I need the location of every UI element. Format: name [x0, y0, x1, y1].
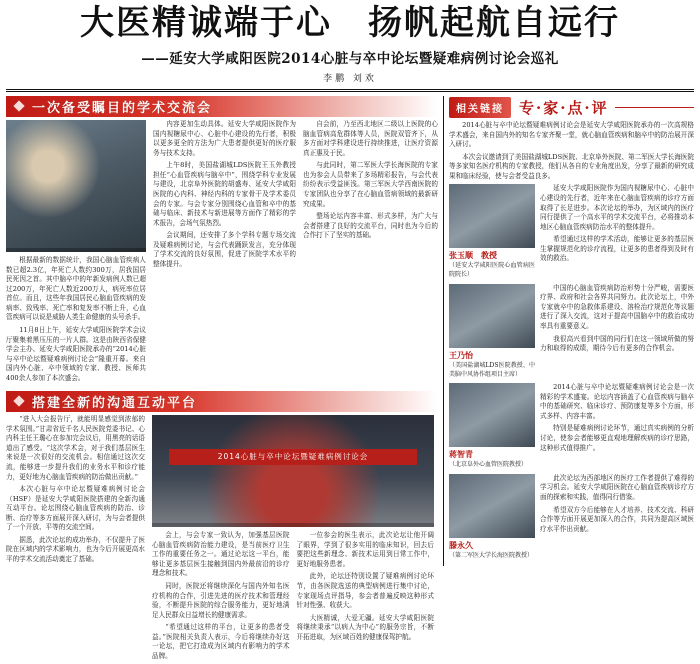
- expert-text-1: 延安大学咸阳医院作为国内视糖尿中心、心脏中心建设的先行者，近年来在心脑血管疾病的诊疗方面取得了长足进步。本次论坛的举办，为区域内的医疗同行提供了一个高水平的学术交流平台，必将推动本地区心脑血管疾病防治水平的整体提升。 希望通过这样的学术活动，能够让更多的基层医生掌握规范化的诊疗流程，让更多的患者得到及时有效的救治。: [539, 184, 694, 263]
- left-col-4-text: “进入大会报告厅，就能明显感觉到浓郁的学术氛围。”甘肃省近千名人民医院党委书记、心内科主任王璐心在参加完会议后，用黑亮的话语道出了感受。“这次学术会，对于我们基层医生来说是一次很好的交流机会。相信通过这次交流，能够进一步提升我们的业务水平和诊疗能力，更好地为心脑血管疾病的防治做出贡献。” 本次心脏与卒中论坛暨疑难病例讨论会（HSF）是延安大学咸阳医院搭建的全新沟通互动平台。论坛围绕心脑血管疾病的防治、诊断、治疗等多方面展开深入研讨，为与会者提供了一个开放、平等的交流空间。 据悉，此次论坛的成功举办，不仅提升了医院在区域内的学术影响力，也为今后开展更高水平的学术交流活动奠定了基础。: [6, 415, 145, 563]
- expert-block-2: [449, 284, 694, 379]
- masthead: [6, 4, 694, 84]
- photo-caption-2: [152, 523, 434, 527]
- left-col-3-text: 自会前，乃至西北地区二级以上医院的心脑血管病高危群体等人员，医院双管齐下，从多方面对学科建设进行持续推进，让医疗资源真正惠及于民。 与此同时，第二军医大学长海医院的专家也为参会人员带来了多场精彩报告，与会代表纷纷表示受益匪浅。第三军医大学西南医院的专家团队也分享了在心脑血管病领域的最新研究成果。 整场论坛内容丰富、形式多样，为广大与会者搭建了良好的交流平台，同时也为今后的合作打下了坚实的基础。: [303, 120, 438, 240]
- expert-name-2: 王乃怡: [448, 349, 473, 360]
- section-2-title: 搭建全新的沟通互动平台: [32, 396, 198, 412]
- header-rule: [615, 107, 694, 108]
- right-column: [449, 96, 694, 566]
- event-banner-text: 2014心脏与卒中论坛暨疑难病例讨论会: [169, 449, 417, 465]
- divider-rule: [6, 89, 694, 90]
- left-col-1-text: 根据最新的数据统计，我国心脑血管疾病人数已超2.3亿，年死亡人数约300万，居我国居民死因之首。其中脑卒中的年新发病例人数已超过200万，年死亡人数近200万人，病死率位居首位。而且，这些年我国居民心脑血管疾病的发病率、致残率、死亡率和复发率不断上升，心血管疾病可以说是威胁人类生命健康的头号杀手。 11月8日上午，延安大学咸阳医院学术会议厅聚集着黑压压的一片人群。这是由陕西省保健学会主办、延安大学咸阳医院承办的“2014心脏与卒中论坛暨疑难病例讨论会”隆重开幕。来自国内外心脏、卒中领域的专家、教授、医师共400余人参加了本次盛会。: [6, 256, 146, 382]
- expert-text-2: 中国的心脑血管疾病防治形势十分严峻，需要医疗界、政府和社会各界共同努力。此次论坛上，中外专家就卒中的急救体系建设、溶栓治疗规范化等议题进行了深入交流，这对于提高中国脑卒中的救治成功率具有重要意义。 我很高兴看到中国的同行们在这一领域所做的努力和取得的成绩，期待今后有更多的合作机会。: [539, 283, 694, 353]
- expert-org-2: （美国盐湖城LDS医院教授、中美脑中风协作组项目主席）: [448, 361, 535, 378]
- speaker-photo: [6, 120, 146, 252]
- expert-org-3: （北京阜外心血管医院教授）: [448, 461, 527, 469]
- left-col-5-text: 会上，与会专家一致认为，加强基层医院心脑血管疾病防治能力建设，是当前医疗卫生工作的重要任务之一。通过论坛这一平台，能够让更多基层医生接触到国内外最前沿的诊疗理念和技术。 同时，医院还将继续深化与国内外知名医疗机构的合作，引进先进的医疗技术和管理经验，不断提升医院的综合服务能力，更好地满足人民群众日益增长的健康需求。 “希望通过这样的平台，让更多的患者受益。”医院相关负责人表示，今后将继续办好这一论坛，把它打造成为区域内有影响力的学术品牌。: [152, 531, 290, 660]
- expert-name-1: 张玉顺 教授: [448, 250, 497, 261]
- photo-block-1: [6, 120, 146, 386]
- expert-name-3: 蒋智青: [448, 449, 473, 460]
- expert-org-1: （延安大学咸阳医院心血管病医院院长）: [448, 262, 535, 279]
- left-col-6-text: 一位参会的医生表示，此次论坛让他开阔了眼界，学到了很多实用的临床知识，回去后要把这些新理念、新技术运用到日常工作中，更好地服务患者。 此外，论坛还特别设置了疑难病例讨论环节，由各医院选送的典型病例进行集中讨论，专家现场点评指导，参会者普遍反映这种形式针对性强、收获大。 大医精诚，大爱无疆。延安大学咸阳医院将继续秉承“以病人为中心”的服务宗旨，不断开拓进取，为区域百姓的健康保驾护航。: [296, 531, 434, 641]
- expert-photo-4: [449, 474, 535, 538]
- expert-photo-2: [449, 284, 535, 348]
- section-1-title: 一次备受瞩目的学术交流会: [32, 101, 213, 117]
- expert-text-3: 2014心脏与卒中论坛暨疑难病例讨论会是一次精彩的学术盛宴。论坛内容涵盖了心血管疾病与脑卒中的基础研究、临床诊疗、预防康复等多个方面，形式多样、内容丰富。 特别是疑难病例讨论环节，通过真实病例的分析讨论，使参会者能够更直观地理解疾病的诊疗思路，这种形式值得推广。: [539, 383, 694, 452]
- right-header: [449, 96, 694, 118]
- expert-name-4: 滕永久: [448, 539, 473, 550]
- section-banner-1: [6, 96, 438, 117]
- divider-rule-thin: [6, 91, 694, 92]
- expert-text-4: 此次论坛为西部地区的医疗工作者提供了难得的学习机会。延安大学咸阳医院在心脑血管疾病诊疗方面的探索和实践，值得同行借鉴。 希望双方今后能够在人才培养、技术交流、科研合作等方面开展更加深入的合作，共同为提高区域医疗水平作出贡献。: [539, 473, 694, 533]
- related-links-tag: 相关链接: [449, 97, 511, 118]
- expert-comment-title: 专·家·点·评: [518, 98, 609, 117]
- page-title: 大医精诚端于心 扬帆起航自远行: [80, 3, 620, 43]
- photo-caption-1: [6, 248, 146, 252]
- byline: 李鹏 刘欢: [323, 73, 377, 84]
- group-photo: [152, 415, 434, 527]
- expert-block-4: [449, 474, 694, 561]
- expert-photo-3: [449, 383, 535, 447]
- left-col-2-text: 内容更加生动具体。延安大学咸阳医院作为国内视糖尿中心、心脏中心建设的先行者，积极以更多更全的方法为广大患者提供更好的医疗服务与技术支持。 上午8时，美国盐湖城LDS医院王玉外教授担任“心血管疾病与脑卒中”，围绕学科专业发展与建设，北京阜外医院的胡盛寿、延安大学咸阳医院的心内科、神经内科的专家骨干及学术委员会的专家。与会专家分别围绕心血管和卒中的基础与临床、新技术与新进展等方面作了精彩的学术报告，会场气氛热烈。 会议期间，还安排了多个学科专题专场交流及疑难病例讨论，与会代表踊跃发言，充分体现了学术交流的良好氛围，促进了医院学术水平的整体提升。: [153, 120, 296, 268]
- expert-photo-1: [449, 184, 535, 248]
- left-column: [6, 96, 438, 660]
- expert-block-1: [449, 184, 694, 279]
- page-subtitle: ——延安大学咸阳医院2014心脏与卒中论坛暨疑难病例讨论会巡礼: [141, 50, 559, 67]
- expert-org-4: （第二军医大学长海医院教授）: [448, 551, 533, 559]
- section-banner-2: [6, 391, 438, 412]
- right-intro: 2014心脏与卒中论坛暨疑难病例讨论会是延安大学咸阳医院承办的一次高规格学术盛会，来自国内外的知名专家齐聚一堂，就心脑血管疾病和脑卒中的防治展开深入研讨。 本次会议邀请到了美国盐湖城LDS医院、北京阜外医院、第二军医大学长海医院等多家知名医疗机构的专家教授，他们从各自的专业角度出发，分享了最新的研究成果和临床经验，使与会者受益良多。: [448, 121, 694, 180]
- expert-block-3: [449, 383, 694, 470]
- column-divider: [443, 96, 444, 566]
